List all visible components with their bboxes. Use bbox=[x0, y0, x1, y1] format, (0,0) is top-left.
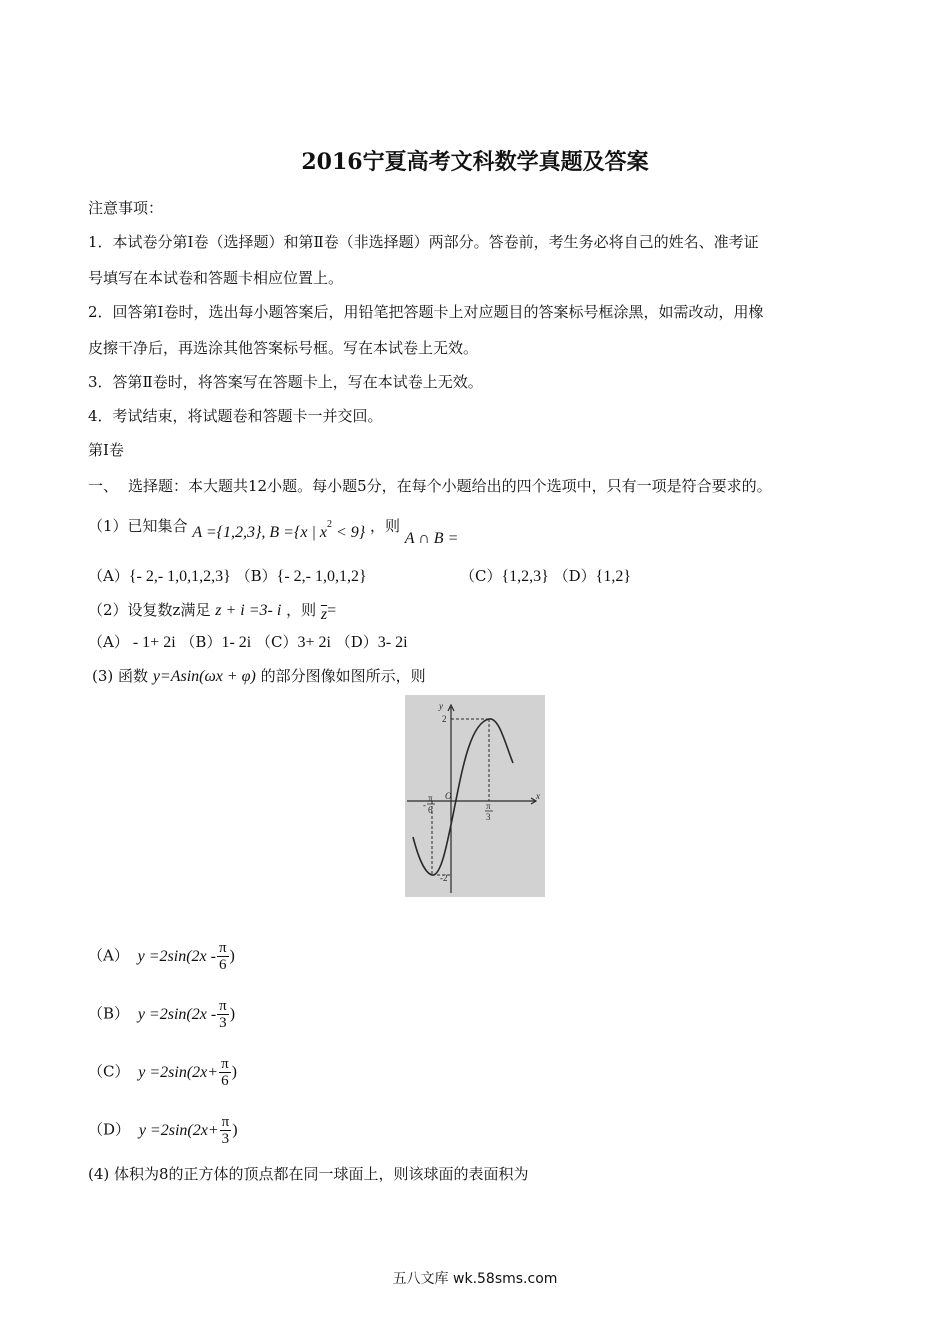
question-1-options bbox=[88, 566, 367, 587]
q3-option-b-fraction bbox=[217, 998, 229, 1031]
q3-option-c-close: ) bbox=[231, 1063, 237, 1081]
q2-option-c: 3+ 2i bbox=[297, 634, 331, 651]
question-2-options bbox=[88, 632, 408, 653]
y-max-label: 2 bbox=[442, 714, 447, 724]
note-3: 3．答第Ⅱ卷时，将答案写在答题卡上，写在本试卷上无效。 bbox=[88, 373, 483, 391]
q1-set-b-pre: , B ={x | x bbox=[261, 524, 327, 541]
q1-option-a: {- 2,- 1,0,1,2,3} bbox=[128, 568, 231, 585]
q2-option-b: 1- 2i bbox=[221, 634, 252, 651]
x-right-numerator: π bbox=[486, 801, 491, 811]
x-left-sign: - bbox=[423, 800, 426, 810]
q2-equals: = bbox=[327, 602, 337, 619]
q3-sine-graph bbox=[405, 695, 545, 897]
x-left-numerator: π bbox=[428, 793, 433, 803]
note-1-line-1: 1．本试卷分第Ⅰ卷（选择题）和第Ⅱ卷（非选择题）两部分。答卷前，考生务必将自己的姓名、准考证 bbox=[88, 233, 759, 251]
part-one-description: 选择题：本大题共12小题。每小题5分，在每个小题给出的四个选项中，只有一项是符合要求的。 bbox=[128, 477, 772, 495]
q1-option-a-label: （A） bbox=[88, 567, 129, 585]
q3-option-d-numerator: π bbox=[221, 1114, 230, 1130]
q3-option-d-label: （D） bbox=[88, 1120, 131, 1139]
notes-heading: 注意事项： bbox=[88, 199, 164, 217]
page-title: 2016宁夏高考文科数学真题及答案 bbox=[301, 149, 649, 175]
q1-option-d-label: （D） bbox=[553, 567, 596, 585]
q2-option-a: - 1+ 2i bbox=[132, 634, 176, 651]
q3-option-c-fraction bbox=[219, 1056, 231, 1089]
q1-option-c: {1,2,3} bbox=[501, 568, 549, 585]
q1-set-b-sup: 2 bbox=[326, 519, 332, 530]
q2-option-a-label: （A） bbox=[88, 633, 129, 651]
q1-then: ，则 bbox=[369, 517, 400, 535]
q2-stem-text: （2）设复数z满足 bbox=[88, 601, 211, 619]
q3-option-d-fraction bbox=[220, 1114, 232, 1147]
question-1-options-right bbox=[460, 566, 631, 587]
q3-option-b bbox=[88, 998, 235, 1031]
q1-option-d: {1,2} bbox=[595, 568, 632, 585]
q1-option-b-label: （B） bbox=[235, 567, 277, 585]
q3-option-a-expression: y =2sin(2x - bbox=[137, 947, 216, 965]
q1-expression: A ∩ B = bbox=[404, 530, 459, 547]
q3-option-d-close: ) bbox=[232, 1121, 238, 1139]
question-4-stem: (4) 体积为8的正方体的顶点都在同一球面上，则该球面的表面积为 bbox=[88, 1165, 529, 1183]
q3-option-b-close: ) bbox=[229, 1005, 236, 1023]
page-footer: 五八文库 wk.58sms.com bbox=[392, 1271, 558, 1287]
q3-function: y=Asin(ωx + φ) bbox=[152, 668, 256, 685]
q3-option-c bbox=[88, 1056, 237, 1089]
q1-option-b: {- 2,- 1,0,1,2} bbox=[276, 568, 367, 585]
q2-then: ，则 bbox=[286, 601, 317, 619]
q3-stem-pre: (3) 函数 bbox=[92, 667, 149, 685]
q3-option-a-fraction bbox=[217, 940, 229, 973]
q3-option-a-denominator: 6 bbox=[218, 957, 227, 973]
y-min-label: -2 bbox=[440, 873, 448, 883]
x-left-denominator: 6 bbox=[428, 805, 433, 815]
note-1-line-2: 号填写在本试卷和答题卡相应位置上。 bbox=[88, 269, 344, 287]
note-2-line-2: 皮擦干净后，再选涂其他答案标号框。写在本试卷上无效。 bbox=[88, 339, 479, 357]
q3-option-a-label: （A） bbox=[88, 946, 129, 965]
q1-set-b-post: < 9} bbox=[331, 524, 366, 541]
q3-option-b-numerator: π bbox=[219, 998, 227, 1014]
q1-option-c-label: （C） bbox=[460, 567, 502, 585]
q3-option-c-expression: y =2sin(2x+ bbox=[138, 1063, 219, 1081]
q3-option-d bbox=[88, 1114, 238, 1147]
q2-z-conjugate: $\overline{z}$ bbox=[320, 606, 328, 623]
q3-option-c-label: （C） bbox=[88, 1062, 130, 1081]
q3-option-a bbox=[88, 940, 235, 973]
question-2-stem bbox=[88, 600, 336, 621]
q3-option-a-close: ) bbox=[229, 947, 235, 965]
question-3-stem bbox=[92, 666, 426, 687]
q3-graph-figure bbox=[405, 695, 545, 897]
note-4: 4．考试结束，将试题卷和答题卡一并交回。 bbox=[88, 407, 383, 425]
note-2-line-1: 2．回答第Ⅰ卷时，选出每小题答案后，用铅笔把答题卡上对应题目的答案标号框涂黑，如需改动，用橡 bbox=[88, 303, 764, 321]
x-axis-label: x bbox=[536, 791, 540, 801]
x-right-denominator: 3 bbox=[486, 812, 491, 822]
q3-stem-post: 的部分图像如图所示，则 bbox=[260, 667, 426, 685]
q3-option-c-denominator: 6 bbox=[221, 1073, 229, 1089]
q1-stem-text: （1）已知集合 bbox=[88, 517, 188, 535]
section-heading: 第Ⅰ卷 bbox=[88, 441, 124, 459]
q3-option-b-expression: y =2sin(2x - bbox=[137, 1005, 217, 1023]
q3-option-c-numerator: π bbox=[221, 1056, 229, 1072]
q3-option-b-label: （B） bbox=[88, 1004, 130, 1023]
q2-equation: z + i =3- i bbox=[215, 602, 282, 619]
q2-option-d: 3- 2i bbox=[377, 634, 408, 651]
q3-option-a-numerator: π bbox=[218, 940, 227, 956]
q3-option-d-denominator: 3 bbox=[221, 1131, 230, 1147]
q2-option-c-label: （C） bbox=[256, 633, 298, 651]
q3-option-d-expression: y =2sin(2x+ bbox=[138, 1121, 219, 1139]
q2-option-d-label: （D） bbox=[335, 633, 378, 651]
q1-set-a: A ={1,2,3} bbox=[192, 524, 262, 541]
q2-option-b-label: （B） bbox=[180, 633, 222, 651]
question-1-stem bbox=[88, 513, 459, 547]
y-axis-label: y bbox=[439, 701, 443, 711]
origin-label: O bbox=[445, 791, 452, 801]
q3-option-b-denominator: 3 bbox=[219, 1015, 227, 1031]
part-one-number: 一、 bbox=[88, 477, 119, 495]
